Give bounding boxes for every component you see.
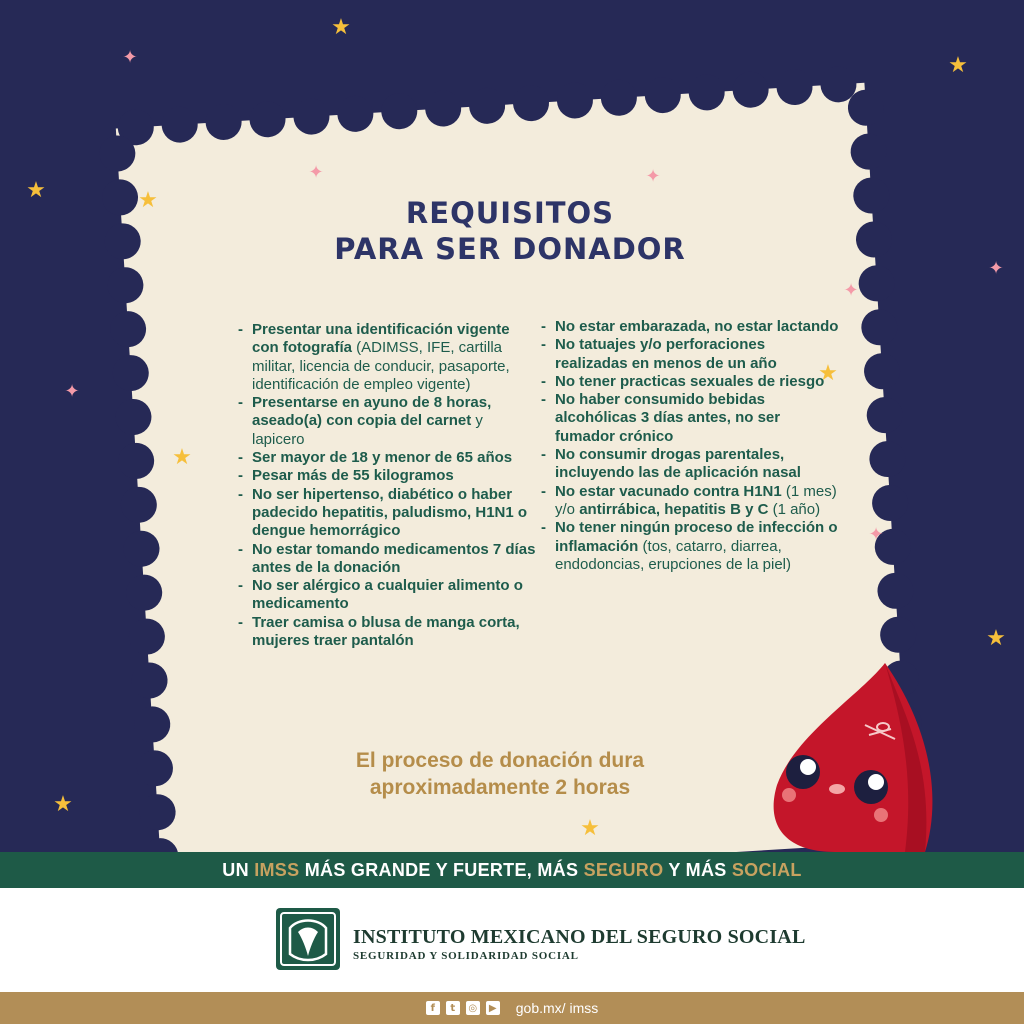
requirement-item	[238, 449, 538, 467]
youtube-icon[interactable]: ▶	[486, 1001, 500, 1015]
requirement-item	[541, 373, 841, 391]
star-decoration: ★	[948, 53, 968, 78]
star-decoration: ★	[986, 626, 1006, 651]
requirement-item	[541, 446, 841, 483]
requirement-text: y lapicero	[252, 412, 483, 448]
requirement-item	[541, 318, 841, 336]
institution-tagline: SEGURIDAD Y SOLIDARIDAD SOCIAL	[353, 950, 579, 962]
institution-name: INSTITUTO MEXICANO DEL SEGURO SOCIAL	[353, 926, 806, 948]
star-decoration: ★	[331, 15, 351, 40]
requirement-item	[238, 614, 538, 651]
footer-bar	[0, 992, 1024, 1024]
requirements-right-list	[541, 318, 841, 574]
star-decoration: ★	[172, 445, 192, 470]
sparkle-decoration: ✦	[645, 166, 661, 187]
requirements-left-list	[238, 321, 538, 650]
requirement-text: No tener ningún proceso de infección o inflamación	[555, 519, 838, 555]
duration-line-1: El proceso de donación dura	[355, 749, 645, 772]
title-line-2: PARA SER DONADOR	[334, 232, 686, 266]
requirement-text: No consumir drogas parentales, incluyendo las de aplicación nasal	[555, 446, 801, 482]
requirement-text: Presentarse en ayuno de 8 horas, aseado(a) con copia del carnet	[252, 394, 492, 430]
requirement-item	[541, 391, 841, 446]
requirement-item	[541, 336, 841, 373]
requirement-item	[238, 467, 538, 485]
slogan	[222, 860, 801, 881]
imss-logo	[276, 908, 340, 970]
requirement-text: antirrábica, hepatitis B y C	[579, 500, 769, 518]
requirement-item	[238, 577, 538, 614]
requirement-text: (ADIMSS, IFE, cartilla militar, licencia de conducir, pasaporte, identificación de empleo vigente)	[252, 339, 510, 393]
requirement-text: No ser hipertenso, diabético o haber padecido hepatitis, paludismo, H1N1 o dengue hemorrágico	[252, 485, 528, 540]
duration-line-2: aproximadamente 2 horas	[369, 776, 631, 799]
requirement-text: No haber consumido bebidas alcohólicas 3 días antes, no ser fumador crónico	[555, 391, 781, 445]
requirement-text: No estar embarazada, no estar lactando	[555, 318, 839, 335]
twitter-icon[interactable]: t	[446, 1001, 460, 1015]
requirement-item	[238, 486, 538, 541]
requirement-text: (1 año)	[768, 500, 821, 518]
slogan-part: UN	[222, 859, 255, 880]
requirement-text: (1 mes) y/o	[555, 482, 837, 518]
requirement-text: Traer camisa o blusa de manga corta, mujeres traer pantalón	[252, 613, 520, 650]
requirement-item	[541, 519, 841, 574]
slogan-imss: IMSS	[254, 859, 300, 880]
sparkle-decoration: ✦	[843, 280, 859, 301]
star-decoration: ★	[138, 188, 158, 213]
requirement-item	[238, 541, 538, 578]
sparkle-decoration: ✦	[868, 524, 884, 545]
star-decoration: ★	[580, 816, 600, 841]
facebook-icon[interactable]: f	[426, 1001, 440, 1015]
instagram-icon[interactable]: ◎	[466, 1001, 480, 1015]
website-link[interactable]: gob.mx/ imss	[515, 1000, 599, 1016]
slogan-part: Y MÁS	[663, 859, 732, 880]
requirement-text: Presentar una identificación vigente con fotografía	[252, 321, 510, 357]
slogan-part: MÁS GRANDE Y FUERTE, MÁS	[299, 859, 584, 880]
star-decoration: ★	[53, 792, 73, 817]
requirement-text: No tatuajes y/o perforaciones realizadas en menos de un año	[555, 336, 777, 372]
sparkle-decoration: ✦	[308, 162, 324, 183]
sparkle-decoration: ✦	[64, 381, 80, 402]
slogan-social: SOCIAL	[731, 859, 802, 880]
slogan-seguro: SEGURO	[583, 859, 664, 880]
requirement-text: No ser alérgico a cualquier alimento o medicamento	[252, 577, 523, 613]
requirement-text: (tos, catarro, diarrea, endodoncias, erupciones de la piel)	[555, 537, 791, 573]
star-decoration: ★	[26, 178, 46, 203]
requirement-item	[238, 321, 538, 394]
requirement-text: Pesar más de 55 kilogramos	[252, 467, 454, 485]
slogan-bar	[0, 852, 1024, 888]
sparkle-decoration: ✦	[122, 47, 138, 68]
requirement-text: Ser mayor de 18 y menor de 65 años	[252, 449, 513, 467]
donation-duration-note	[290, 747, 710, 801]
requirement-item	[541, 483, 841, 520]
requirement-item	[238, 394, 538, 449]
title-line-1: REQUISITOS	[405, 196, 615, 230]
requirement-text: No estar tomando medicamentos 7 días antes de la donación	[252, 540, 536, 576]
blood-drop-mascot	[765, 655, 935, 852]
requirement-text: No estar vacunado contra H1N1	[555, 482, 782, 500]
requirement-text: No tener practicas sexuales de riesgo	[555, 372, 825, 390]
sparkle-decoration: ✦	[988, 258, 1004, 279]
star-decoration: ★	[818, 361, 838, 386]
